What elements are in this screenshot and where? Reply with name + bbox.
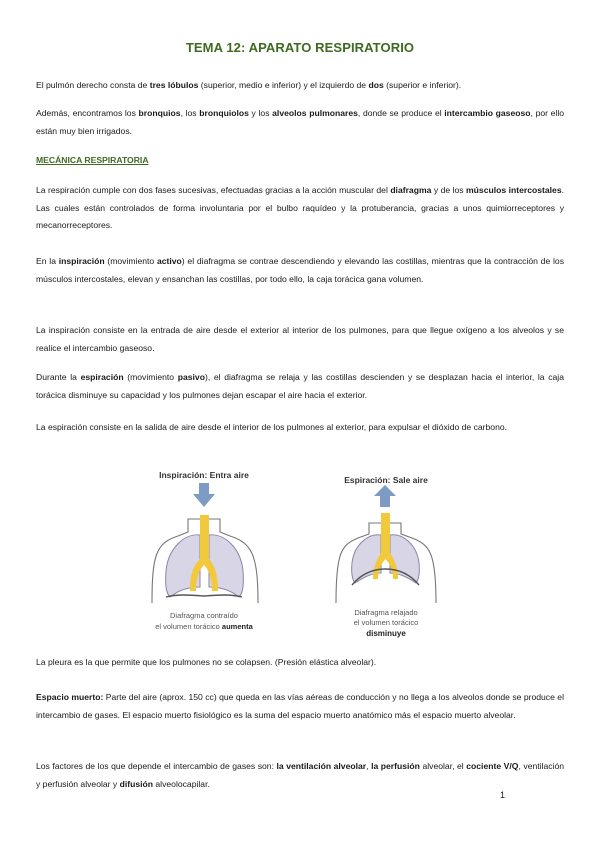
bold-text: Espacio muerto: [36, 692, 104, 702]
text: Además, encontramos los [36, 108, 139, 118]
bold-text: espiración [80, 372, 124, 382]
paragraph-expiration-def: La espiración consiste en la salida de aire desde el interior de los pulmones al exterior, para expulsar el dióxido de carbono. [36, 422, 508, 432]
text: alveolocapilar. [153, 778, 210, 789]
paragraph-inspiration [36, 253, 564, 288]
expiration-caption-1: Diafragma relajado [354, 608, 418, 617]
bold-text: tres lóbulos [149, 80, 199, 90]
page-title: TEMA 12: APARATO RESPIRATORIO [185, 40, 415, 55]
text: y de los [431, 185, 467, 195]
bold-text: alveolos pulmonares [272, 108, 358, 118]
caption-text: el volumen torácico [155, 622, 222, 631]
text: (movimiento [104, 256, 157, 266]
text: y los [248, 108, 273, 118]
inspiration-label: Inspiración: Entra aire [159, 470, 249, 480]
bold-text: inspiración [58, 256, 105, 266]
text: , por ello están muy bien irrigados. [36, 108, 565, 136]
text: , donde se produce el [357, 108, 445, 118]
bold-text: activo [156, 256, 182, 266]
text: , [366, 761, 372, 771]
arrow-down-icon [193, 483, 215, 507]
caption-bold: aumenta [221, 622, 253, 631]
bold-text: la ventilación alveolar [276, 761, 367, 771]
text: . Las cuales están controlados de forma involuntaria por el bulbo raquídeo y la protuberancia, gracias a unos quimiorreceptores y mecanorreceptores. [36, 185, 565, 230]
text: (movimiento [123, 372, 178, 382]
arrow-up-icon [374, 485, 396, 507]
inspiration-caption-2 [155, 622, 253, 631]
text: , ventilación y perfusión alveolar y [36, 761, 564, 789]
text: En la [36, 256, 59, 266]
expiration-figure [336, 475, 436, 638]
text: (superior e inferior). [383, 80, 462, 90]
paragraph-phases [36, 182, 564, 235]
text: Durante la [36, 372, 81, 382]
bold-text: bronquios [138, 108, 181, 118]
text: , los [180, 108, 200, 118]
text: Los factores de los que depende el intercambio de gases son: [36, 761, 277, 771]
bold-text: intercambio gaseoso [444, 108, 531, 118]
paragraph-inspiration-def: La inspiración consiste en la entrada de aire desde el exterior al interior de los pulmones, para que llegue oxígeno a los alveolos y se realice el intercambio gaseoso. [36, 325, 564, 353]
text: ) el diafragma se contrae descendiendo y elevando las costillas, mientras que la contracción de los músculos intercostales, elevan y ensanchan las costillas, por todo ello, la caja torácica gana volumen. [36, 256, 564, 284]
expiration-caption-3: disminuye [366, 629, 406, 638]
bold-text: pasivo [177, 372, 205, 382]
paragraph-gas-exchange [36, 758, 564, 793]
expiration-caption-2: el volumen torácico [353, 618, 419, 627]
bold-text: bronquiolos [199, 108, 249, 118]
paragraph-lungs [36, 77, 564, 95]
text: ), el diafragma se relaja y las costillas descienden y se desplazan hacia el interior, la caja torácica disminuye su capacidad y los pulmones dejan escapar el aire hacia el exterior. [36, 372, 564, 400]
inspiration-figure [152, 470, 258, 631]
bold-text: cociente V/Q [466, 761, 519, 771]
text: alveolar, el [419, 761, 467, 771]
bold-text: dos [368, 80, 384, 90]
text: (superior, medio e inferior) y el izquierdo de [198, 80, 369, 90]
text: Parte del aire (aprox. 150 cc) que queda en las vías aéreas de conducción y no llega a los alveolos donde se produce el intercambio de gases. El espacio muerto fisiológico es la suma del espacio muerto anatómico más el espacio muerto alveolar. [36, 692, 564, 720]
bold-text: difusión [119, 778, 154, 789]
section-heading: MECÁNICA RESPIRATORIA [36, 155, 149, 165]
paragraph-expiration [36, 369, 564, 404]
breathing-diagram [136, 463, 456, 643]
bold-text: diafragma [390, 185, 432, 195]
bold-text: músculos intercostales [466, 185, 562, 195]
paragraph-dead-space [36, 689, 564, 724]
paragraph-pleura: La pleura es la que permite que los pulmones no se colapsen. (Presión elástica alveolar). [36, 657, 377, 667]
text: La respiración cumple con dos fases sucesivas, efectuadas gracias a la acción muscular del [36, 185, 391, 195]
bold-text: la perfusión [371, 761, 420, 771]
text: El pulmón derecho consta de [36, 80, 150, 90]
inspiration-caption-1: Diafragma contraído [170, 611, 238, 620]
paragraph-bronchi [36, 105, 564, 140]
expiration-label: Espiración: Sale aire [344, 475, 428, 485]
diaphragm [166, 595, 242, 597]
page-number: 1 [500, 790, 506, 800]
